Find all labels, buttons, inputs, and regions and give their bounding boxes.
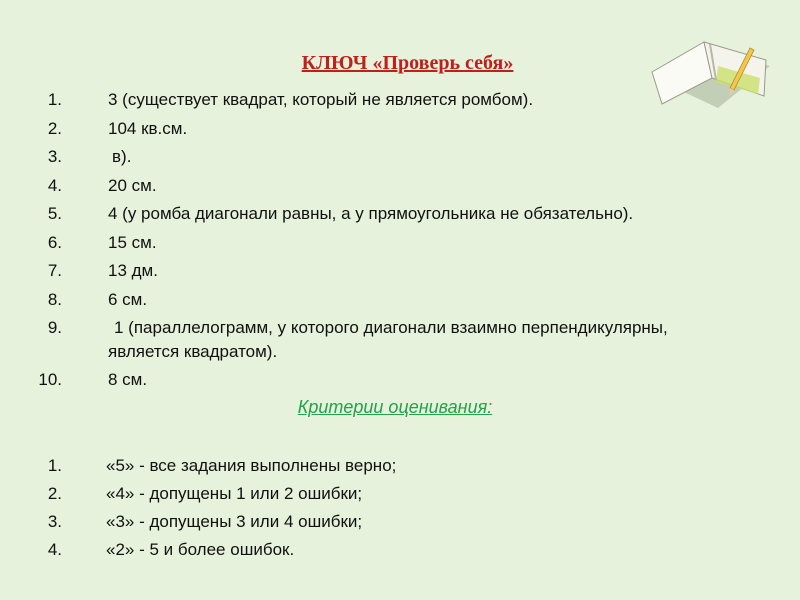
criteria-title: Критерии оценивания: [297, 397, 493, 417]
item-text: 20 см. [108, 175, 157, 195]
list-item [0, 536, 800, 564]
item-number: 4. [47, 540, 62, 559]
item-number: 8. [47, 289, 62, 309]
item-text: 6 см. [108, 289, 148, 309]
list-item [0, 257, 800, 286]
criteria-list [0, 452, 800, 564]
item-number: 6. [47, 232, 62, 252]
item-number: 7. [47, 261, 62, 280]
item-text: 3 (существует квадрат, который не является ромбом). [108, 90, 534, 109]
list-item [0, 115, 800, 144]
list-item [0, 314, 800, 366]
item-text: «2» - 5 и более ошибок. [106, 540, 295, 559]
item-number: 10. [38, 370, 62, 389]
list-item [0, 508, 800, 536]
item-number: 5. [47, 204, 62, 223]
list-item [0, 143, 800, 172]
list-item [0, 286, 800, 315]
item-text: в). [112, 147, 132, 166]
item-text: «4» - допущены 1 или 2 ошибки; [106, 484, 363, 503]
list-item [0, 366, 800, 395]
item-text: 15 см. [108, 232, 157, 252]
list-item [0, 172, 800, 201]
list-item [0, 86, 800, 115]
item-text: «5» - все задания выполнены верно; [106, 456, 397, 475]
list-item [0, 200, 800, 229]
item-number: 1. [47, 456, 62, 475]
list-item [0, 480, 800, 508]
list-item [0, 229, 800, 258]
item-text: 13 дм. [108, 261, 158, 280]
answer-list [0, 86, 800, 395]
page-title: КЛЮЧ «Проверь себя» [301, 52, 514, 74]
item-text: «3» - допущены 3 или 4 ошибки; [106, 512, 363, 531]
item-text: 104 кв.см. [108, 118, 188, 138]
item-number: 3. [47, 147, 62, 166]
item-number: 1. [47, 90, 62, 109]
list-item [0, 452, 800, 480]
item-number: 9. [47, 318, 62, 337]
item-text: 4 (у ромба диагонали равны, а у прямоугольника не обязательно). [108, 204, 634, 223]
item-text: 8 см. [108, 370, 148, 389]
item-number: 2. [47, 118, 62, 138]
item-text: 1 (параллелограмм, у которого диагонали взаимно перпендикулярны, является квадратом). [108, 318, 668, 361]
item-number: 4. [47, 175, 62, 195]
item-number: 3. [47, 512, 62, 531]
item-number: 2. [47, 484, 62, 503]
